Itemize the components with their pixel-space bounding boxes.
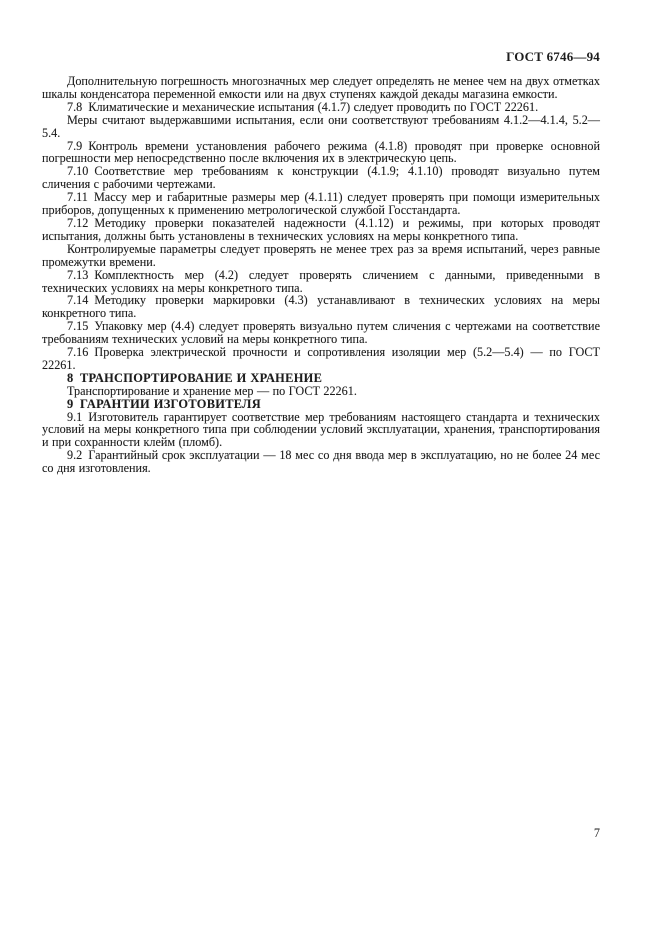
section-9-heading: 9 ГАРАНТИИ ИЗГОТОВИТЕЛЯ <box>67 396 261 411</box>
paragraph: 9.2 Гарантийный срок эксплуатации — 18 мес со дня ввода мер в эксплуатацию, но не более 24 мес со дня изготовления. <box>42 448 600 476</box>
paragraph: Меры считают выдержавшими испытания, если они соответствуют требованиям 4.1.2—4.1.4, 5.2—5.4. <box>42 112 600 140</box>
paragraph: 7.9 Контроль времени установления рабочего режима (4.1.8) проводят при проверке основной погрешности мер непосредственно после включения их в электрическую цепь. <box>42 138 600 166</box>
paragraph: 7.15 Упаковку мер (4.4) следует проверять визуально путем сличения с чертежами на соответствие требованиям технических условий на меры конкретного типа. <box>42 319 600 347</box>
page-number: 7 <box>593 826 600 840</box>
paragraph: Контролируемые параметры следует проверять не менее трех раз за время испытаний, через равные промежутки времени. <box>42 241 600 269</box>
paragraph: 9.1 Изготовитель гарантирует соответствие мер требованиям настоящего стандарта и технических условий на меры конкретного типа при соблюдении условий эксплуатации, хранения, транспортирования и при сохранности клейм (пломб). <box>42 409 600 450</box>
paragraph: 7.8 Климатические и механические испытания (4.1.7) следует проводить по ГОСТ 22261. <box>67 99 539 114</box>
page-header <box>42 49 600 65</box>
paragraph: 7.10 Соответствие мер требованиям к конструкции (4.1.9; 4.1.10) проводят визуально путем сличения с рабочими чертежами. <box>42 164 600 192</box>
document-content <box>42 75 600 475</box>
paragraph: 7.13 Комплектность мер (4.2) следует проверять сличением с данными, приведенными в технических условиях на меры конкретного типа. <box>42 267 600 295</box>
section-8-heading: 8 ТРАНСПОРТИРОВАНИЕ И ХРАНЕНИЕ <box>67 370 323 385</box>
paragraph: 7.16 Проверка электрической прочности и сопротивления изоляции мер (5.2—5.4) — по ГОСТ 22261. <box>42 345 600 372</box>
standard-code: ГОСТ 6746—94 <box>506 49 600 64</box>
paragraph: 7.12 Методику проверки показателей надежности (4.1.12) и режимы, при которых проводят испытания, должны быть установлены в технических условиях на меры конкретного типа. <box>42 215 600 243</box>
paragraph: 7.14 Методику проверки маркировки (4.3) устанавливают в технических условиях на меры конкретного типа. <box>42 293 600 321</box>
paragraph: Транспортирование и хранение мер — по ГОСТ 22261. <box>67 383 357 398</box>
paragraph: Дополнительную погрешность многозначных мер следует определять не менее чем на двух отметках шкалы конденсатора переменной емкости или на двух ступенях каждой декады магазина емкости. <box>42 74 600 101</box>
paragraph: 7.11 Массу мер и габаритные размеры мер (4.1.11) следует проверять при помощи измерительных приборов, допущенных к применению метрологической службой Госстандарта. <box>42 190 600 218</box>
